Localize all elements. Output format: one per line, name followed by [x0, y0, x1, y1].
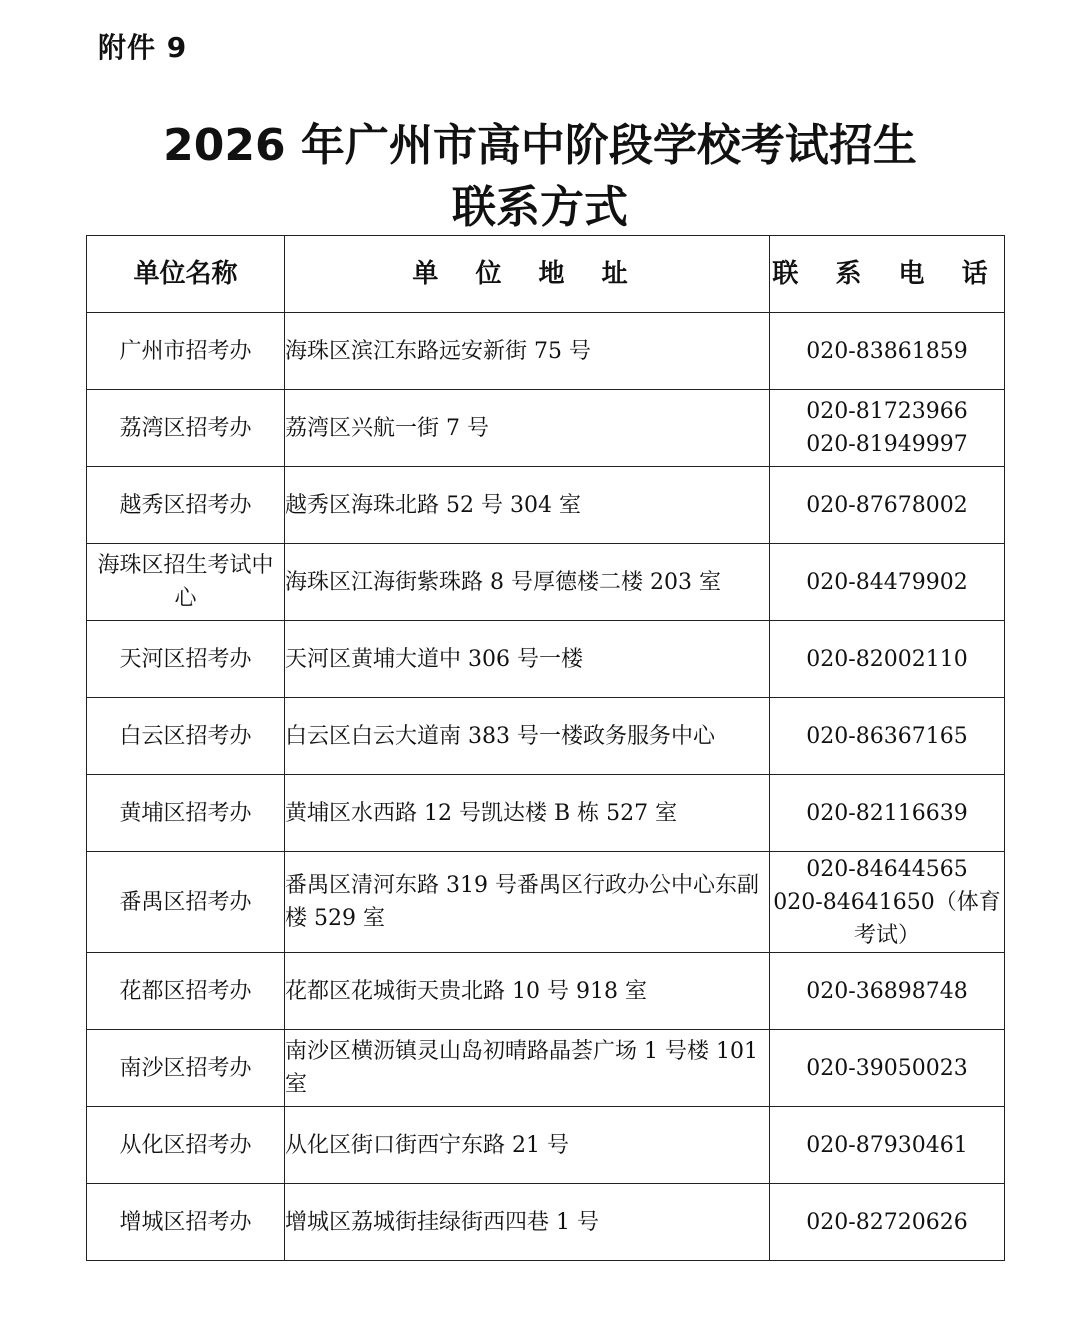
contacts-table — [86, 235, 1005, 1261]
contact-phone — [770, 1184, 1005, 1261]
table-row — [87, 1030, 1005, 1107]
unit-address: 番禺区清河东路 319 号番禺区行政办公中心东副楼 529 室 — [285, 852, 770, 953]
phone-number: 020-39050023 — [806, 1055, 968, 1081]
phone-number: 020-82720626 — [806, 1209, 968, 1235]
table-row — [87, 313, 1005, 390]
table-row — [87, 698, 1005, 775]
unit-address: 增城区荔城街挂绿街西四巷 1 号 — [285, 1184, 770, 1261]
unit-address: 花都区花城街天贵北路 10 号 918 室 — [285, 953, 770, 1030]
phone-number: 020-81723966 — [806, 399, 968, 424]
contact-phone — [770, 1030, 1005, 1107]
unit-name: 番禺区招考办 — [87, 852, 285, 953]
phone-number: 020-84641650（体育考试） — [773, 889, 1001, 948]
unit-address: 荔湾区兴航一街 7 号 — [285, 390, 770, 467]
table-row — [87, 467, 1005, 544]
contact-phone — [770, 390, 1005, 467]
table-row — [87, 390, 1005, 467]
unit-name: 从化区招考办 — [87, 1107, 285, 1184]
contact-phone — [770, 467, 1005, 544]
header-contact-phone: 联 系 电 话 — [770, 236, 1005, 313]
table-row — [87, 1107, 1005, 1184]
contact-phone — [770, 621, 1005, 698]
unit-name: 海珠区招生考试中心 — [87, 544, 285, 621]
document-title-line-1: 2026 年广州市高中阶段学校考试招生 — [163, 120, 917, 171]
contact-phone — [770, 775, 1005, 852]
table-row — [87, 852, 1005, 953]
phone-number: 020-81949997 — [806, 432, 968, 457]
contact-phone — [770, 313, 1005, 390]
unit-name: 荔湾区招考办 — [87, 390, 285, 467]
phone-number: 020-84644565 — [806, 856, 968, 882]
phone-number: 020-87930461 — [806, 1132, 968, 1158]
unit-address: 越秀区海珠北路 52 号 304 室 — [285, 467, 770, 544]
unit-name: 白云区招考办 — [87, 698, 285, 775]
table-row — [87, 621, 1005, 698]
unit-name: 增城区招考办 — [87, 1184, 285, 1261]
contact-phone — [770, 852, 1005, 953]
contact-phone — [770, 1107, 1005, 1184]
unit-address: 黄埔区水西路 12 号凯达楼 B 栋 527 室 — [285, 775, 770, 852]
document-title-line-2: 联系方式 — [452, 182, 628, 233]
unit-address: 南沙区横沥镇灵山岛初晴路晶荟广场 1 号楼 101 室 — [285, 1030, 770, 1107]
unit-name: 广州市招考办 — [87, 313, 285, 390]
phone-number: 020-36898748 — [806, 978, 968, 1004]
unit-name: 花都区招考办 — [87, 953, 285, 1030]
contact-phone — [770, 698, 1005, 775]
phone-number: 020-84479902 — [806, 569, 968, 595]
contact-phone — [770, 953, 1005, 1030]
phone-number: 020-87678002 — [806, 492, 968, 518]
header-unit-address: 单 位 地 址 — [285, 236, 770, 313]
unit-name: 越秀区招考办 — [87, 467, 285, 544]
phone-number: 020-86367165 — [806, 723, 968, 749]
table-row — [87, 775, 1005, 852]
header-unit-name: 单位名称 — [87, 236, 285, 313]
unit-address: 天河区黄埔大道中 306 号一楼 — [285, 621, 770, 698]
unit-address: 白云区白云大道南 383 号一楼政务服务中心 — [285, 698, 770, 775]
unit-name: 南沙区招考办 — [87, 1030, 285, 1107]
unit-address: 海珠区滨江东路远安新街 75 号 — [285, 313, 770, 390]
attachment-label: 附件 9 — [98, 31, 188, 64]
contact-phone — [770, 544, 1005, 621]
table-row — [87, 544, 1005, 621]
table-header-row — [87, 236, 1005, 313]
table-row — [87, 1184, 1005, 1261]
table-row — [87, 953, 1005, 1030]
phone-number: 020-83861859 — [806, 338, 968, 364]
unit-address: 海珠区江海街紫珠路 8 号厚德楼二楼 203 室 — [285, 544, 770, 621]
unit-address: 从化区街口街西宁东路 21 号 — [285, 1107, 770, 1184]
phone-number: 020-82002110 — [806, 646, 968, 672]
unit-name: 黄埔区招考办 — [87, 775, 285, 852]
phone-number: 020-82116639 — [806, 800, 968, 826]
unit-name: 天河区招考办 — [87, 621, 285, 698]
